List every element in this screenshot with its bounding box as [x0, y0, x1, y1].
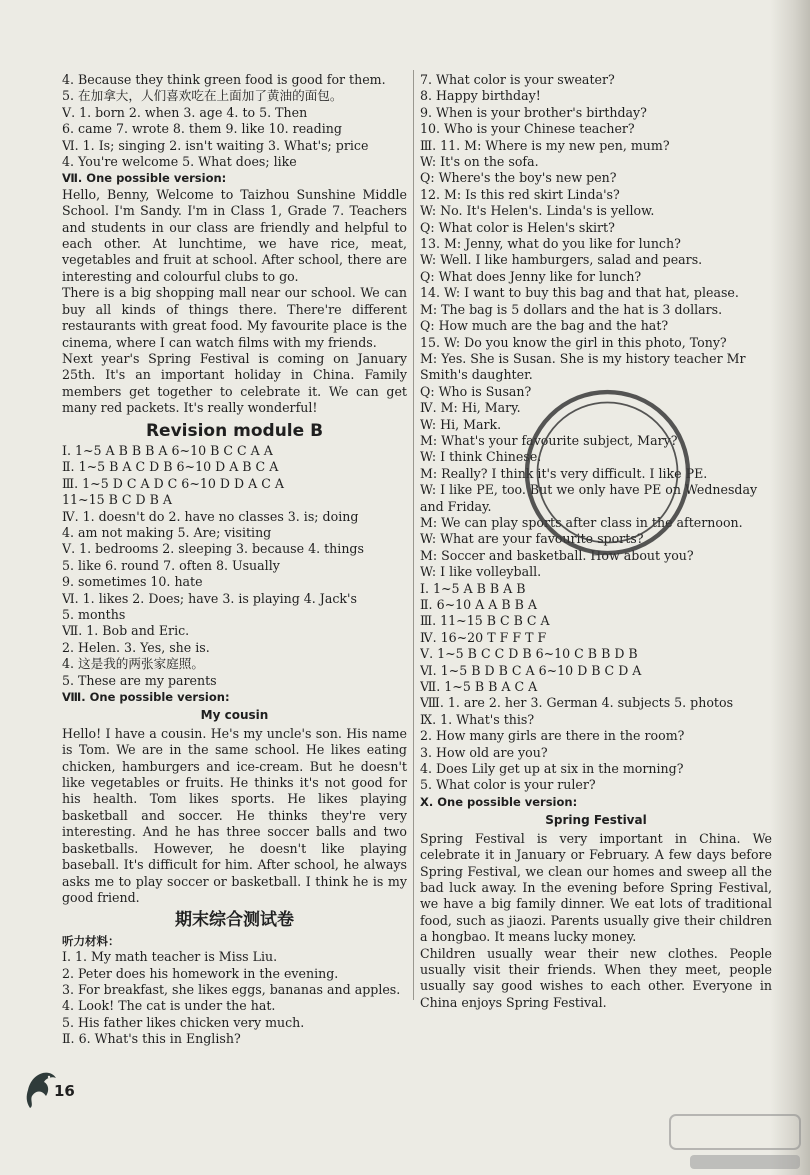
answer-line: 7. What color is your sweater?: [420, 72, 615, 87]
answer-line: 13. M: Jenny, what do you like for lunch?: [420, 236, 681, 252]
answer-line: W: No. It's Helen's. Linda's is yellow.: [420, 203, 655, 219]
answer-line: Q: How much are the bag and the hat?: [420, 318, 669, 334]
answer-line: Ⅳ. 16~20 T F F T F: [420, 629, 547, 645]
section-label: Ⅶ. One possible version:: [62, 171, 227, 186]
answer-line: Ⅳ. M: Hi, Mary.: [420, 400, 521, 416]
paragraph: Hello! I have a cousin. He's my uncle's son. His name is Tom. We are in the same school. He likes eating chicken, hamburgers and ice-cream. But he doesn't like vegetables or fruits. He thinks it's not good for his health. Tom likes sports. He likes playing basketball and soccer. He thinks they're very interesting. And he has three soccer balls and two basketballs. However, he doesn't like playing baseball. It's difficult for him. After school, he always asks me to play soccer or basketball. I think he is my good friend.: [62, 725, 407, 905]
paragraph: Children usually wear their new clothes. People usually visit their friends. When they meet, people usually say good wishes to each other. Everyone in China enjoys Spring Festival.: [420, 945, 772, 1010]
answer-line: Q: What does Jenny like for lunch?: [420, 268, 642, 284]
paragraph: Spring Festival is very important in China. We celebrate it in January or February. A few days before Spring Festival, we clean our homes and sweep all the bad luck away. In the evening before Spring Festival, we have a big family dinner. We eat lots of traditional food, such as jiaozi. Parents usually give their children a hongbao. It means lucky money.: [420, 830, 772, 945]
answer-line: Ⅰ. 1~5 A B B B A 6~10 B C C A A: [62, 442, 273, 458]
answer-line: Ⅱ. 6~10 A A B B A: [420, 597, 537, 612]
answer-line: 5. like 6. round 7. often 8. Usually: [62, 557, 280, 573]
answer-line: 12. M: Is this red skirt Linda's?: [420, 186, 620, 202]
answer-line: Ⅵ. 1~5 B D B C A 6~10 D B C D A: [420, 662, 642, 678]
column-divider: [413, 70, 414, 1000]
answer-line: Ⅴ. 1~5 B C C D B 6~10 C B B D B: [420, 646, 638, 662]
answer-line: W: I think Chinese.: [420, 449, 542, 465]
answer-line: 14. W: I want to buy this bag and that hat, please.: [420, 285, 739, 301]
answer-line: W: What are your favourite sports?: [420, 531, 644, 547]
answer-line: Ⅶ. 1~5 B B A C A: [420, 679, 538, 695]
paragraph: Hello, Benny, Welcome to Taizhou Sunshine Middle School. I'm Sandy. I'm in Class 1, Grade 7. Teachers and students in our class are friendly and helpful to each other. At lunchtime, we have rice, meat, vegetables and fruit at school. After school, there are interesting and colourful clubs to go.: [62, 186, 407, 284]
page-number-badge: [22, 1060, 82, 1120]
left-column: [62, 72, 407, 1048]
answer-line: Ⅲ. 11. M: Where is my new pen, mum?: [420, 137, 670, 153]
answer-line: W: I like volleyball.: [420, 564, 542, 580]
answer-line: Ⅲ. 1~5 D C A D C 6~10 D D A C A: [62, 475, 284, 491]
answer-line: 5. 在加拿大，人们喜欢吃在上面加了黄油的面包。: [62, 88, 343, 104]
book-spine-shadow: [770, 0, 810, 1175]
answer-line: Ⅳ. 1. doesn't do 2. have no classes 3. is; doing: [62, 508, 359, 524]
answer-line: W: I like PE, too. But we only have PE on Wednesday: [420, 482, 758, 498]
answer-line: 8. Happy birthday!: [420, 88, 541, 104]
answer-line: 15. W: Do you know the girl in this photo, Tony?: [420, 334, 727, 350]
answer-line: Ⅱ. 6. What's this in English?: [62, 1031, 241, 1047]
paragraph: There is a big shopping mall near our school. We can buy all kinds of things there. There're different restaurants with great food. My favourite place is the cinema, where I can watch films with my friends.: [62, 285, 407, 350]
section-heading: Revision module B: [145, 420, 324, 441]
answer-line: 2. How many girls are there in the room?: [420, 728, 685, 744]
answer-line: 4. am not making 5. Are; visiting: [62, 524, 272, 540]
answer-line: Ⅰ. 1. My math teacher is Miss Liu.: [62, 949, 278, 965]
answer-line: 3. For breakfast, she likes eggs, bananas and apples.: [62, 981, 401, 997]
answer-line: 4. Look! The cat is under the hat.: [62, 998, 276, 1014]
answer-line: 2. Peter does his homework in the evening.: [62, 965, 339, 981]
answer-line: Ⅰ. 1~5 A B B A B: [420, 580, 526, 596]
answer-line: and Friday.: [420, 498, 492, 514]
answer-line: M: We can play sports after class in the afternoon.: [420, 514, 743, 530]
answer-line: Ⅸ. 1. What's this?: [420, 711, 535, 727]
answer-line: 9. When is your brother's birthday?: [420, 104, 647, 120]
section-heading: My cousin: [200, 708, 269, 723]
answer-line: Ⅷ. 1. are 2. her 3. German 4. subjects 5. photos: [420, 695, 734, 711]
stamp-seal-icon: [520, 385, 695, 560]
answer-line: W: Well. I like hamburgers, salad and pears.: [420, 252, 703, 268]
answer-line: 4. You're welcome 5. What does; like: [62, 154, 297, 170]
answer-line: 3. How old are you?: [420, 744, 548, 760]
answer-line: Smith's daughter.: [420, 367, 533, 383]
answer-line: Ⅴ. 1. bedrooms 2. sleeping 3. because 4. things: [62, 541, 364, 557]
answer-line: 11~15 B C D B A: [62, 492, 172, 508]
answer-line: M: Yes. She is Susan. She is my history teacher Mr: [420, 350, 746, 366]
answer-line: Q: What color is Helen's skirt?: [420, 219, 615, 235]
answer-line: 6. came 7. wrote 8. them 9. like 10. reading: [62, 121, 342, 137]
answer-line: Ⅱ. 1~5 B A C D B 6~10 D A B C A: [62, 459, 279, 475]
answer-line: W: It's on the sofa.: [420, 154, 539, 170]
answer-line: 5. These are my parents: [62, 672, 217, 688]
answer-line: Q: Where's the boy's new pen?: [420, 170, 617, 186]
answer-line: Ⅶ. 1. Bob and Eric.: [62, 623, 190, 639]
answer-line: Ⅴ. 1. born 2. when 3. age 4. to 5. Then: [62, 104, 308, 120]
section-heading: Spring Festival: [545, 813, 647, 828]
page-number: 16: [54, 1082, 75, 1100]
section-label: 听力材料：: [62, 933, 120, 948]
answer-line: M: What's your favourite subject, Mary?: [420, 432, 678, 448]
answer-line: M: Really? I think it's very difficult. I like PE.: [420, 465, 708, 481]
watermark-logo-icon: [660, 1105, 810, 1175]
answer-line: W: Hi, Mark.: [420, 416, 502, 432]
answer-line: 10. Who is your Chinese teacher?: [420, 121, 635, 137]
answer-line: 4. Because they think green food is good for them.: [62, 72, 386, 87]
answer-line: Q: Who is Susan?: [420, 383, 532, 399]
section-heading: 期末综合测试卷: [175, 910, 294, 931]
answer-line: 2. Helen. 3. Yes, she is.: [62, 639, 210, 655]
answer-line: 4. Does Lily get up at six in the morning?: [420, 761, 684, 777]
answer-line: Ⅵ. 1. Is; singing 2. isn't waiting 3. What's; price: [62, 137, 369, 153]
answer-line: 5. His father likes chicken very much.: [62, 1014, 305, 1030]
answer-line: Ⅲ. 11~15 B C B C A: [420, 613, 550, 629]
answer-line: Ⅵ. 1. likes 2. Does; have 3. is playing 4. Jack's: [62, 590, 357, 606]
paragraph: Next year's Spring Festival is coming on January 25th. It's an important holiday in China. Family members get together to celebrate it. We can get many red packets. It's really wonderful!: [62, 350, 407, 416]
answer-line: 5. months: [62, 607, 126, 622]
answer-line: M: Soccer and basketball. How about you?: [420, 547, 694, 563]
section-label: Ⅷ. One possible version:: [62, 690, 230, 705]
answer-line: 4. 这是我的两张家庭照。: [62, 656, 204, 672]
answer-line: 9. sometimes 10. hate: [62, 574, 203, 590]
answer-line: 5. What color is your ruler?: [420, 777, 596, 793]
answer-line: M: The bag is 5 dollars and the hat is 3 dollars.: [420, 301, 723, 317]
section-label: Ⅹ. One possible version:: [420, 794, 578, 809]
